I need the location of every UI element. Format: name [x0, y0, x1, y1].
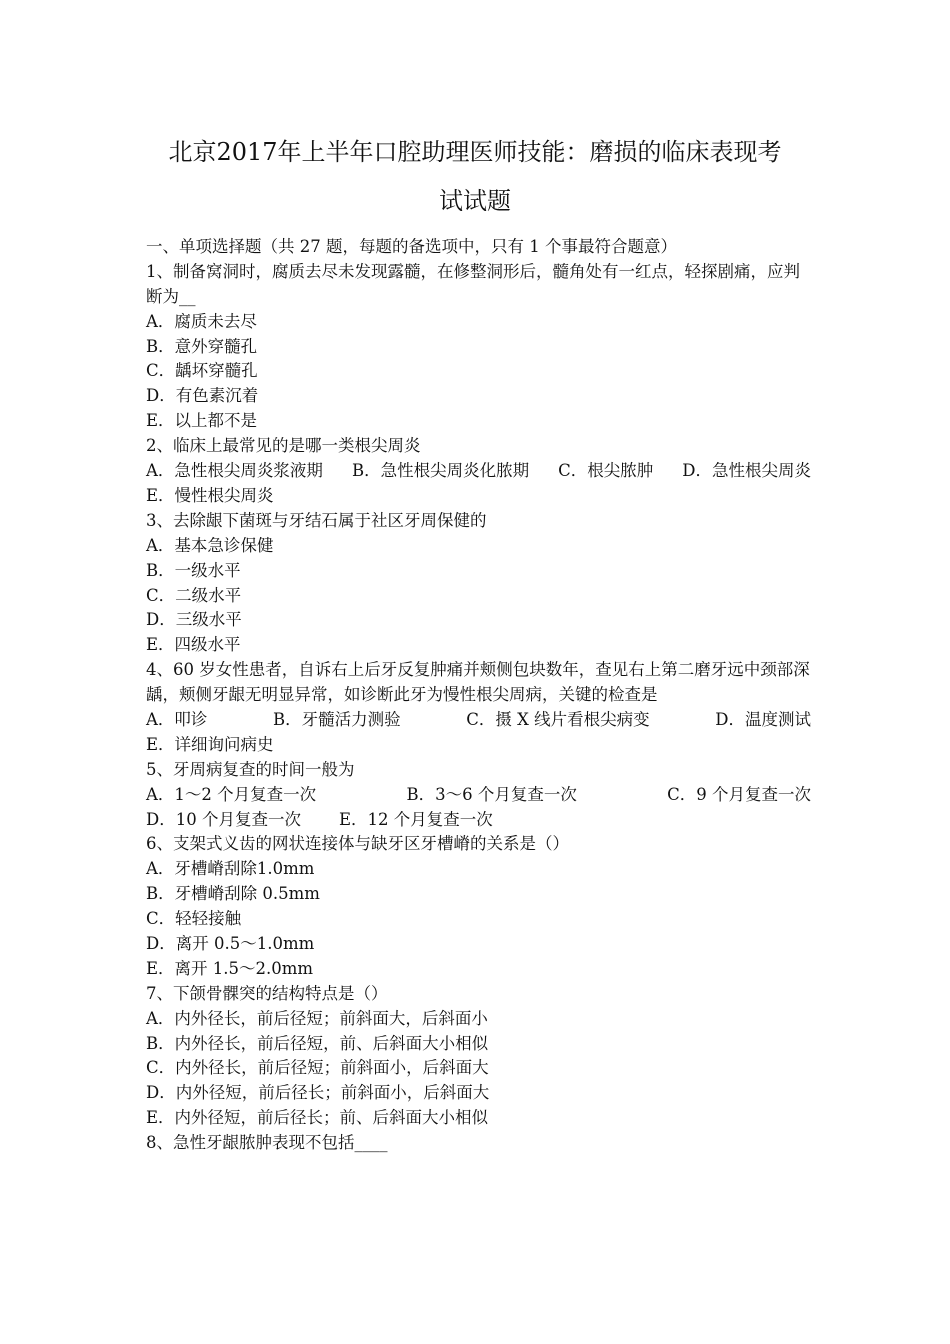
question-3-option-a: A．基本急诊保健 — [146, 535, 274, 555]
question-6-stem: 6、支架式义齿的网状连接体与缺牙区牙槽嵴的关系是（） — [146, 834, 569, 854]
document-title-line-1: 北京2017年上半年口腔助理医师技能：磨损的临床表现考 — [168, 138, 782, 166]
question-3-option-e: E．四级水平 — [146, 635, 241, 655]
question-6-option-b: B．牙槽嵴刮除 0.5mm — [146, 884, 320, 904]
question-8-stem: 8、急性牙龈脓肿表现不包括____ — [146, 1133, 388, 1153]
question-5-option-e: E．12 个月复查一次 — [338, 809, 493, 829]
question-4-option-b: B．牙髓活力测验 — [273, 709, 401, 729]
question-2-option-c: C．根尖脓肿 — [558, 461, 654, 481]
question-1-option-d: D．有色素沉着 — [146, 386, 259, 406]
question-7-option-a: A．内外径长，前后径短；前斜面大，后斜面小 — [146, 1008, 488, 1028]
question-6-option-e: E．离开 1.5～2.0mm — [146, 958, 314, 978]
question-4-option-d: D．温度测试 — [715, 709, 811, 729]
question-7-option-e: E．内外径短，前后径长；前、后斜面大小相似 — [146, 1108, 489, 1128]
question-7-stem: 7、下颌骨髁突的结构特点是（） — [146, 983, 388, 1003]
question-2-options-row-1 — [146, 459, 811, 484]
question-5-option-c: C．9 个月复查一次 — [667, 784, 811, 804]
question-3-option-b: B．一级水平 — [146, 560, 241, 580]
question-2-option-d: D．急性根尖周炎 — [682, 461, 811, 481]
question-1-option-c: C．龋坏穿髓孔 — [146, 361, 258, 381]
question-1-stem: 1、制备窝洞时，腐质去尽未发现露髓，在修整洞形后，髓角处有一红点，轻探剧痛，应判断为__ — [146, 261, 800, 306]
question-7-option-d: D．内外径短，前后径长；前斜面小，后斜面大 — [146, 1083, 490, 1103]
question-5-option-a: A．1～2 个月复查一次 — [146, 784, 317, 804]
question-4-options-row — [146, 708, 811, 733]
question-5-options-row-1 — [146, 783, 811, 808]
question-2-option-a: A．急性根尖周炎浆液期 — [146, 461, 323, 481]
question-5-stem: 5、牙周病复查的时间一般为 — [146, 759, 355, 779]
question-3-option-d: D．三级水平 — [146, 610, 242, 630]
question-4-option-c: C．摄 X 线片看根尖病变 — [466, 709, 650, 729]
question-1-option-a: A．腐质未去尽 — [146, 311, 257, 331]
question-5-options-row-2 — [146, 808, 811, 833]
question-6-option-d: D．离开 0.5～1.0mm — [146, 934, 315, 953]
question-1-option-b: B．意外穿髓孔 — [146, 336, 258, 356]
document-title-line-2: 试试题 — [439, 187, 511, 215]
question-3-stem: 3、去除龈下菌斑与牙结石属于社区牙周保健的 — [146, 510, 487, 530]
question-3-option-c: C．二级水平 — [146, 585, 242, 605]
question-2-option-b: B．急性根尖周炎化脓期 — [351, 461, 530, 481]
question-1-option-e: E．以上都不是 — [146, 411, 258, 431]
question-4-stem: 4、60 岁女性患者，自诉右上后牙反复肿痛并颊侧包块数年，查见右上第二磨牙远中颈部深龋，颊侧牙龈无明显异常，如诊断此牙为慢性根尖周病，关键的检查是 — [146, 660, 810, 705]
question-4-option-a: A．叩诊 — [146, 709, 208, 729]
document-body — [146, 235, 811, 1156]
question-2-stem: 2、临床上最常见的是哪一类根尖周炎 — [146, 436, 421, 456]
section-heading: 一、单项选择题（共 27 题，每题的备选项中，只有 1 个事最符合题意） — [146, 237, 677, 256]
question-7-option-c: C．内外径长，前后径短；前斜面小，后斜面大 — [146, 1058, 489, 1078]
question-6-option-c: C．轻轻接触 — [146, 909, 242, 929]
question-5-option-d: D．10 个月复查一次 — [146, 809, 301, 829]
question-6-option-a: A．牙槽嵴刮除1.0mm — [146, 859, 315, 879]
question-7-option-b: B．内外径长，前后径短，前、后斜面大小相似 — [146, 1033, 489, 1053]
question-4-option-e: E．详细询问病史 — [146, 734, 274, 754]
question-2-option-e: E．慢性根尖周炎 — [146, 485, 274, 505]
question-5-option-b: B．3～6 个月复查一次 — [406, 784, 577, 804]
